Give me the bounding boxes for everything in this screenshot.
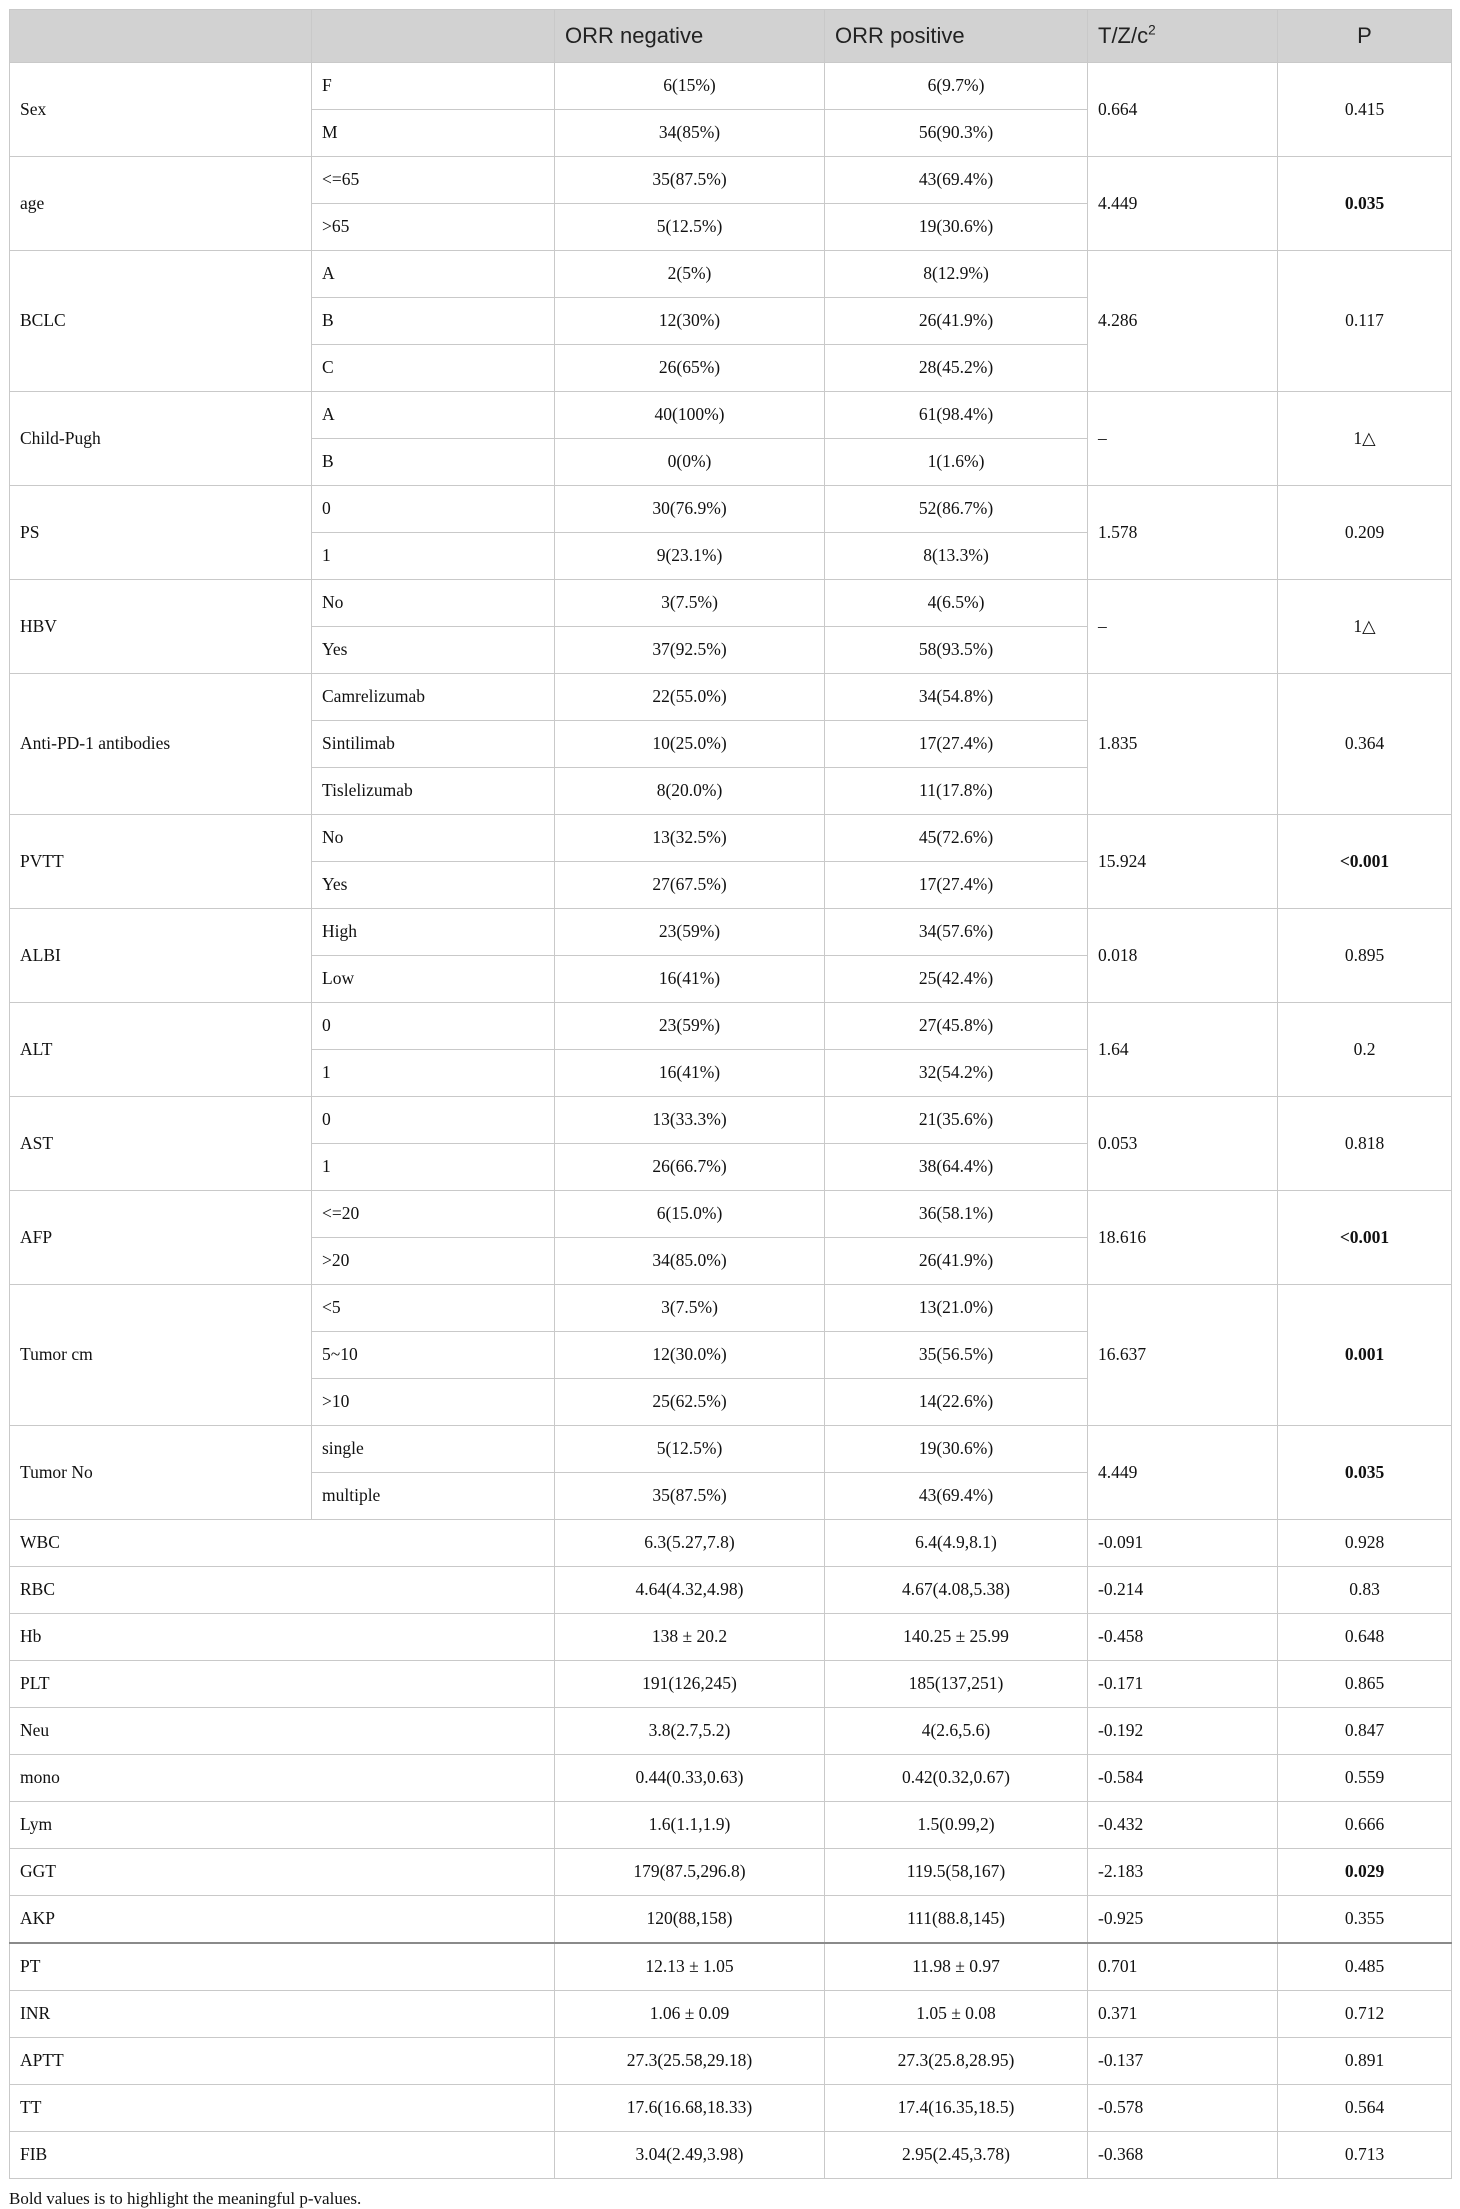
orr-negative-cell: 0.44(0.33,0.63) bbox=[555, 1755, 825, 1802]
document bbox=[9, 9, 1451, 2209]
level-cell: A bbox=[312, 392, 555, 439]
table-row bbox=[10, 1755, 1452, 1802]
p-value-cell: 0.355 bbox=[1278, 1896, 1452, 1944]
statistic-cell: 4.449 bbox=[1088, 1426, 1278, 1520]
p-value-cell: 0.648 bbox=[1278, 1614, 1452, 1661]
p-value-cell: 0.364 bbox=[1278, 674, 1452, 815]
orr-positive-cell: 1.05 ± 0.08 bbox=[825, 1991, 1088, 2038]
variable-cell: PLT bbox=[10, 1661, 555, 1708]
orr-negative-cell: 23(59%) bbox=[555, 909, 825, 956]
orr-negative-cell: 12(30.0%) bbox=[555, 1332, 825, 1379]
orr-positive-cell: 17(27.4%) bbox=[825, 721, 1088, 768]
header-statistic-base: T/Z/c bbox=[1098, 22, 1149, 48]
orr-negative-cell: 26(65%) bbox=[555, 345, 825, 392]
orr-positive-cell: 17(27.4%) bbox=[825, 862, 1088, 909]
orr-negative-cell: 0(0%) bbox=[555, 439, 825, 486]
p-value-cell: 0.891 bbox=[1278, 2038, 1452, 2085]
table-row bbox=[10, 1285, 1452, 1332]
statistic-cell: – bbox=[1088, 580, 1278, 674]
level-cell: >10 bbox=[312, 1379, 555, 1426]
orr-negative-cell: 27(67.5%) bbox=[555, 862, 825, 909]
header-orr-negative: ORR negative bbox=[555, 10, 825, 63]
p-value-cell: 0.035 bbox=[1278, 157, 1452, 251]
orr-negative-cell: 16(41%) bbox=[555, 1050, 825, 1097]
orr-positive-cell: 58(93.5%) bbox=[825, 627, 1088, 674]
variable-cell: Tumor cm bbox=[10, 1285, 312, 1426]
statistic-cell: 0.701 bbox=[1088, 1943, 1278, 1991]
table-body bbox=[10, 63, 1452, 2179]
table-row bbox=[10, 1567, 1452, 1614]
variable-cell: Anti-PD-1 antibodies bbox=[10, 674, 312, 815]
level-cell: No bbox=[312, 580, 555, 627]
orr-positive-cell: 19(30.6%) bbox=[825, 204, 1088, 251]
orr-positive-cell: 4(6.5%) bbox=[825, 580, 1088, 627]
p-value-cell: 0.485 bbox=[1278, 1943, 1452, 1991]
orr-negative-cell: 2(5%) bbox=[555, 251, 825, 298]
statistic-cell: 0.371 bbox=[1088, 1991, 1278, 2038]
orr-positive-cell: 25(42.4%) bbox=[825, 956, 1088, 1003]
orr-positive-cell: 34(54.8%) bbox=[825, 674, 1088, 721]
orr-negative-cell: 25(62.5%) bbox=[555, 1379, 825, 1426]
header-statistic bbox=[1088, 10, 1278, 63]
p-value-cell: 0.001 bbox=[1278, 1285, 1452, 1426]
orr-negative-cell: 4.64(4.32,4.98) bbox=[555, 1567, 825, 1614]
orr-positive-cell: 43(69.4%) bbox=[825, 157, 1088, 204]
table-row bbox=[10, 157, 1452, 204]
level-cell: multiple bbox=[312, 1473, 555, 1520]
statistic-cell: 15.924 bbox=[1088, 815, 1278, 909]
variable-cell: RBC bbox=[10, 1567, 555, 1614]
statistic-cell: -0.584 bbox=[1088, 1755, 1278, 1802]
variable-cell: GGT bbox=[10, 1849, 555, 1896]
p-value-cell: 0.712 bbox=[1278, 1991, 1452, 2038]
orr-negative-cell: 16(41%) bbox=[555, 956, 825, 1003]
variable-cell: INR bbox=[10, 1991, 555, 2038]
variable-cell: AKP bbox=[10, 1896, 555, 1944]
orr-positive-cell: 119.5(58,167) bbox=[825, 1849, 1088, 1896]
p-value-cell: 0.564 bbox=[1278, 2085, 1452, 2132]
p-value-cell: 0.666 bbox=[1278, 1802, 1452, 1849]
variable-cell: Child-Pugh bbox=[10, 392, 312, 486]
statistic-cell: 1.64 bbox=[1088, 1003, 1278, 1097]
orr-negative-cell: 12.13 ± 1.05 bbox=[555, 1943, 825, 1991]
orr-positive-cell: 38(64.4%) bbox=[825, 1144, 1088, 1191]
header-statistic-superscript: 2 bbox=[1148, 22, 1156, 38]
variable-cell: BCLC bbox=[10, 251, 312, 392]
table-row bbox=[10, 1896, 1452, 1944]
orr-positive-cell: 111(88.8,145) bbox=[825, 1896, 1088, 1944]
orr-negative-cell: 3(7.5%) bbox=[555, 1285, 825, 1332]
orr-negative-cell: 13(33.3%) bbox=[555, 1097, 825, 1144]
orr-negative-cell: 35(87.5%) bbox=[555, 1473, 825, 1520]
level-cell: B bbox=[312, 298, 555, 345]
p-value-cell: 0.895 bbox=[1278, 909, 1452, 1003]
orr-positive-cell: 1(1.6%) bbox=[825, 439, 1088, 486]
orr-positive-cell: 35(56.5%) bbox=[825, 1332, 1088, 1379]
footnote: Bold values is to highlight the meaningful p-values. bbox=[9, 2189, 362, 2208]
level-cell: >65 bbox=[312, 204, 555, 251]
table-row bbox=[10, 1520, 1452, 1567]
table-row bbox=[10, 1802, 1452, 1849]
orr-positive-cell: 6.4(4.9,8.1) bbox=[825, 1520, 1088, 1567]
p-value-cell: 0.83 bbox=[1278, 1567, 1452, 1614]
orr-positive-cell: 185(137,251) bbox=[825, 1661, 1088, 1708]
variable-cell: Neu bbox=[10, 1708, 555, 1755]
orr-positive-cell: 19(30.6%) bbox=[825, 1426, 1088, 1473]
variable-cell: age bbox=[10, 157, 312, 251]
level-cell: 1 bbox=[312, 1144, 555, 1191]
orr-negative-cell: 3(7.5%) bbox=[555, 580, 825, 627]
p-value-cell: 0.029 bbox=[1278, 1849, 1452, 1896]
level-cell: Low bbox=[312, 956, 555, 1003]
level-cell: >20 bbox=[312, 1238, 555, 1285]
orr-negative-cell: 13(32.5%) bbox=[555, 815, 825, 862]
orr-negative-cell: 34(85.0%) bbox=[555, 1238, 825, 1285]
variable-cell: APTT bbox=[10, 2038, 555, 2085]
p-value-cell: 0.928 bbox=[1278, 1520, 1452, 1567]
variable-cell: Tumor No bbox=[10, 1426, 312, 1520]
orr-positive-cell: 4(2.6,5.6) bbox=[825, 1708, 1088, 1755]
variable-cell: Sex bbox=[10, 63, 312, 157]
level-cell: Yes bbox=[312, 627, 555, 674]
table-row bbox=[10, 2038, 1452, 2085]
p-value-cell: 1△ bbox=[1278, 392, 1452, 486]
table-row bbox=[10, 1614, 1452, 1661]
statistic-cell: 0.018 bbox=[1088, 909, 1278, 1003]
p-value-cell: 0.865 bbox=[1278, 1661, 1452, 1708]
statistic-cell: 4.449 bbox=[1088, 157, 1278, 251]
variable-cell: PS bbox=[10, 486, 312, 580]
level-cell: High bbox=[312, 909, 555, 956]
orr-positive-cell: 27.3(25.8,28.95) bbox=[825, 2038, 1088, 2085]
orr-negative-cell: 5(12.5%) bbox=[555, 1426, 825, 1473]
p-value-cell: 1△ bbox=[1278, 580, 1452, 674]
table-row bbox=[10, 815, 1452, 862]
orr-negative-cell: 6(15%) bbox=[555, 63, 825, 110]
p-value-cell: 0.209 bbox=[1278, 486, 1452, 580]
orr-negative-cell: 17.6(16.68,18.33) bbox=[555, 2085, 825, 2132]
p-value-cell: <0.001 bbox=[1278, 1191, 1452, 1285]
orr-negative-cell: 26(66.7%) bbox=[555, 1144, 825, 1191]
orr-negative-cell: 27.3(25.58,29.18) bbox=[555, 2038, 825, 2085]
orr-positive-cell: 14(22.6%) bbox=[825, 1379, 1088, 1426]
orr-positive-cell: 43(69.4%) bbox=[825, 1473, 1088, 1520]
variable-cell: ALT bbox=[10, 1003, 312, 1097]
orr-positive-cell: 45(72.6%) bbox=[825, 815, 1088, 862]
orr-positive-cell: 17.4(16.35,18.5) bbox=[825, 2085, 1088, 2132]
level-cell: Yes bbox=[312, 862, 555, 909]
statistic-cell: -0.192 bbox=[1088, 1708, 1278, 1755]
variable-cell: FIB bbox=[10, 2132, 555, 2179]
orr-positive-cell: 21(35.6%) bbox=[825, 1097, 1088, 1144]
orr-negative-cell: 120(88,158) bbox=[555, 1896, 825, 1944]
variable-cell: AST bbox=[10, 1097, 312, 1191]
level-cell: 1 bbox=[312, 1050, 555, 1097]
level-cell: single bbox=[312, 1426, 555, 1473]
p-value-cell: <0.001 bbox=[1278, 815, 1452, 909]
statistic-cell: 0.053 bbox=[1088, 1097, 1278, 1191]
level-cell: No bbox=[312, 815, 555, 862]
level-cell: 0 bbox=[312, 1097, 555, 1144]
table-row bbox=[10, 1191, 1452, 1238]
orr-positive-cell: 140.25 ± 25.99 bbox=[825, 1614, 1088, 1661]
orr-positive-cell: 26(41.9%) bbox=[825, 1238, 1088, 1285]
level-cell: A bbox=[312, 251, 555, 298]
statistic-cell: -0.214 bbox=[1088, 1567, 1278, 1614]
statistic-cell: 16.637 bbox=[1088, 1285, 1278, 1426]
table-row bbox=[10, 580, 1452, 627]
header-row bbox=[10, 10, 1452, 63]
orr-negative-cell: 10(25.0%) bbox=[555, 721, 825, 768]
header-variable bbox=[10, 10, 312, 63]
table-row bbox=[10, 251, 1452, 298]
orr-positive-cell: 8(13.3%) bbox=[825, 533, 1088, 580]
orr-negative-cell: 3.04(2.49,3.98) bbox=[555, 2132, 825, 2179]
level-cell: <=65 bbox=[312, 157, 555, 204]
level-cell: <=20 bbox=[312, 1191, 555, 1238]
orr-negative-cell: 40(100%) bbox=[555, 392, 825, 439]
table-row bbox=[10, 392, 1452, 439]
p-value-cell: 0.035 bbox=[1278, 1426, 1452, 1520]
orr-positive-cell: 2.95(2.45,3.78) bbox=[825, 2132, 1088, 2179]
variable-cell: AFP bbox=[10, 1191, 312, 1285]
table-row bbox=[10, 2085, 1452, 2132]
level-cell: 0 bbox=[312, 1003, 555, 1050]
orr-positive-cell: 32(54.2%) bbox=[825, 1050, 1088, 1097]
statistic-cell: -0.578 bbox=[1088, 2085, 1278, 2132]
orr-negative-cell: 12(30%) bbox=[555, 298, 825, 345]
statistic-cell: -0.171 bbox=[1088, 1661, 1278, 1708]
orr-positive-cell: 4.67(4.08,5.38) bbox=[825, 1567, 1088, 1614]
orr-positive-cell: 56(90.3%) bbox=[825, 110, 1088, 157]
orr-negative-cell: 191(126,245) bbox=[555, 1661, 825, 1708]
orr-negative-cell: 1.6(1.1,1.9) bbox=[555, 1802, 825, 1849]
table-row bbox=[10, 63, 1452, 110]
table-row bbox=[10, 2132, 1452, 2179]
orr-negative-cell: 34(85%) bbox=[555, 110, 825, 157]
orr-positive-cell: 36(58.1%) bbox=[825, 1191, 1088, 1238]
statistic-cell: 18.616 bbox=[1088, 1191, 1278, 1285]
orr-negative-cell: 37(92.5%) bbox=[555, 627, 825, 674]
statistic-cell: -0.458 bbox=[1088, 1614, 1278, 1661]
orr-positive-cell: 6(9.7%) bbox=[825, 63, 1088, 110]
table-row bbox=[10, 1991, 1452, 2038]
orr-negative-cell: 35(87.5%) bbox=[555, 157, 825, 204]
orr-positive-cell: 27(45.8%) bbox=[825, 1003, 1088, 1050]
variable-cell: HBV bbox=[10, 580, 312, 674]
table-row bbox=[10, 1943, 1452, 1991]
table-row bbox=[10, 1003, 1452, 1050]
level-cell: F bbox=[312, 63, 555, 110]
level-cell: M bbox=[312, 110, 555, 157]
orr-positive-cell: 1.5(0.99,2) bbox=[825, 1802, 1088, 1849]
orr-negative-cell: 6(15.0%) bbox=[555, 1191, 825, 1238]
variable-cell: Lym bbox=[10, 1802, 555, 1849]
orr-negative-cell: 6.3(5.27,7.8) bbox=[555, 1520, 825, 1567]
p-value-cell: 0.2 bbox=[1278, 1003, 1452, 1097]
orr-negative-cell: 23(59%) bbox=[555, 1003, 825, 1050]
orr-positive-cell: 8(12.9%) bbox=[825, 251, 1088, 298]
orr-positive-cell: 61(98.4%) bbox=[825, 392, 1088, 439]
orr-positive-cell: 13(21.0%) bbox=[825, 1285, 1088, 1332]
level-cell: Camrelizumab bbox=[312, 674, 555, 721]
table-row bbox=[10, 1661, 1452, 1708]
orr-positive-cell: 11(17.8%) bbox=[825, 768, 1088, 815]
variable-cell: WBC bbox=[10, 1520, 555, 1567]
table-row bbox=[10, 1708, 1452, 1755]
level-cell: B bbox=[312, 439, 555, 486]
variable-cell: Hb bbox=[10, 1614, 555, 1661]
orr-negative-cell: 179(87.5,296.8) bbox=[555, 1849, 825, 1896]
orr-positive-cell: 28(45.2%) bbox=[825, 345, 1088, 392]
orr-positive-cell: 26(41.9%) bbox=[825, 298, 1088, 345]
orr-negative-cell: 9(23.1%) bbox=[555, 533, 825, 580]
variable-cell: PT bbox=[10, 1943, 555, 1991]
variable-cell: TT bbox=[10, 2085, 555, 2132]
p-value-cell: 0.415 bbox=[1278, 63, 1452, 157]
orr-negative-cell: 5(12.5%) bbox=[555, 204, 825, 251]
p-value-cell: 0.713 bbox=[1278, 2132, 1452, 2179]
variable-cell: ALBI bbox=[10, 909, 312, 1003]
statistic-cell: -0.925 bbox=[1088, 1896, 1278, 1944]
table-row bbox=[10, 674, 1452, 721]
header-level bbox=[312, 10, 555, 63]
variable-cell: mono bbox=[10, 1755, 555, 1802]
statistic-cell: -0.432 bbox=[1088, 1802, 1278, 1849]
statistic-cell: 1.835 bbox=[1088, 674, 1278, 815]
level-cell: C bbox=[312, 345, 555, 392]
orr-positive-cell: 34(57.6%) bbox=[825, 909, 1088, 956]
orr-negative-cell: 8(20.0%) bbox=[555, 768, 825, 815]
p-value-cell: 0.559 bbox=[1278, 1755, 1452, 1802]
orr-negative-cell: 22(55.0%) bbox=[555, 674, 825, 721]
statistic-cell: 0.664 bbox=[1088, 63, 1278, 157]
p-value-cell: 0.117 bbox=[1278, 251, 1452, 392]
statistic-cell: -2.183 bbox=[1088, 1849, 1278, 1896]
statistic-cell: -0.137 bbox=[1088, 2038, 1278, 2085]
table-row bbox=[10, 909, 1452, 956]
p-value-cell: 0.847 bbox=[1278, 1708, 1452, 1755]
orr-negative-cell: 30(76.9%) bbox=[555, 486, 825, 533]
orr-negative-cell: 138 ± 20.2 bbox=[555, 1614, 825, 1661]
statistic-cell: 1.578 bbox=[1088, 486, 1278, 580]
header-orr-positive: ORR positive bbox=[825, 10, 1088, 63]
table-row bbox=[10, 486, 1452, 533]
p-value-cell: 0.818 bbox=[1278, 1097, 1452, 1191]
level-cell: Sintilimab bbox=[312, 721, 555, 768]
statistic-cell: – bbox=[1088, 392, 1278, 486]
orr-negative-cell: 1.06 ± 0.09 bbox=[555, 1991, 825, 2038]
level-cell: Tislelizumab bbox=[312, 768, 555, 815]
level-cell: 1 bbox=[312, 533, 555, 580]
results-table bbox=[9, 9, 1452, 2179]
statistic-cell: 4.286 bbox=[1088, 251, 1278, 392]
orr-positive-cell: 0.42(0.32,0.67) bbox=[825, 1755, 1088, 1802]
table-row bbox=[10, 1426, 1452, 1473]
level-cell: 0 bbox=[312, 486, 555, 533]
variable-cell: PVTT bbox=[10, 815, 312, 909]
orr-positive-cell: 52(86.7%) bbox=[825, 486, 1088, 533]
statistic-cell: -0.368 bbox=[1088, 2132, 1278, 2179]
statistic-cell: -0.091 bbox=[1088, 1520, 1278, 1567]
orr-negative-cell: 3.8(2.7,5.2) bbox=[555, 1708, 825, 1755]
orr-positive-cell: 11.98 ± 0.97 bbox=[825, 1943, 1088, 1991]
table-row bbox=[10, 1097, 1452, 1144]
header-p: P bbox=[1278, 10, 1452, 63]
table-row bbox=[10, 1849, 1452, 1896]
level-cell: 5~10 bbox=[312, 1332, 555, 1379]
level-cell: <5 bbox=[312, 1285, 555, 1332]
